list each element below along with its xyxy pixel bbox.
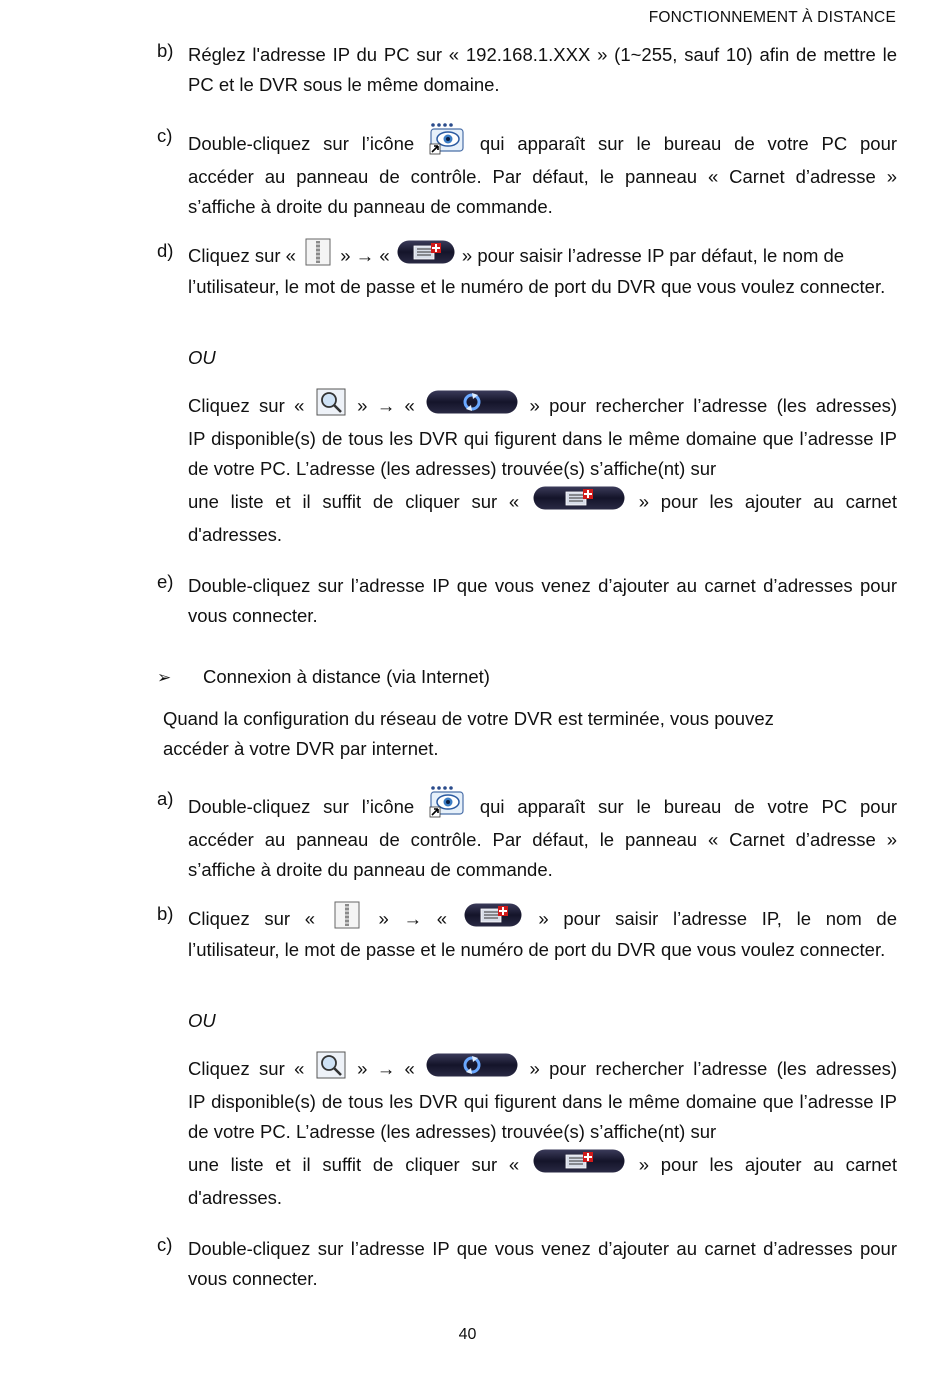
step-text: Cliquez sur «	[188, 908, 316, 929]
step-text: accéder au panneau de contrôle. Par défaut, le panneau « Carnet d’adresse » s’affiche à droite du panneau de commande.	[188, 829, 897, 880]
step-text: Cliquez sur «	[188, 245, 296, 266]
step-label: c)	[157, 125, 173, 146]
or-label: OU	[188, 347, 216, 368]
dvr-eye-app-icon[interactable]	[429, 785, 465, 819]
page-header: FONCTIONNEMENT À DISTANCE	[648, 9, 896, 26]
step-label: e)	[157, 571, 174, 592]
arrowhead-bullet-icon: ➢	[157, 668, 172, 687]
step-text: IP disponible(s) de tous les DVR qui figurent dans le même domaine que l’adresse IP de votre PC. L’adresse (les adresses) trouvée(s) s’affiche(nt) sur	[188, 1091, 897, 1142]
step-label: c)	[157, 1234, 173, 1255]
search-instruction	[188, 388, 897, 550]
search-instruction	[188, 1051, 897, 1213]
page-number: 40	[458, 1326, 477, 1343]
add-address-icon[interactable]	[533, 1149, 625, 1173]
step-text: une liste et il suffit de cliquer sur «	[188, 1154, 520, 1175]
step-text: Double-cliquez sur l’icône	[188, 796, 415, 817]
step-text: » pour rechercher l’adresse (les adresses)	[529, 1058, 898, 1079]
add-address-icon[interactable]	[533, 486, 625, 510]
step-text: d'adresses.	[188, 524, 283, 545]
step-text: qui apparaît sur le bureau de votre PC pour	[479, 796, 898, 817]
or-label: OU	[188, 1010, 216, 1031]
section-heading-text: Connexion à distance (via Internet)	[203, 666, 490, 687]
step-text: Cliquez sur «	[188, 395, 305, 416]
refresh-search-icon[interactable]	[426, 390, 518, 414]
step-e-connect	[157, 571, 897, 631]
step-a-open-panel	[157, 785, 897, 885]
step-text: » pour les ajouter au carnet	[638, 1154, 897, 1175]
step-text: Double-cliquez sur l’adresse IP que vous venez d’ajouter au carnet d’adresses pour vous connecter.	[188, 1238, 897, 1289]
step-label: b)	[157, 40, 174, 61]
step-text: » → «	[340, 245, 390, 266]
step-text: IP disponible(s) de tous les DVR qui figurent dans le même domaine que l’adresse IP de votre PC. L’adresse (les adresses) trouvée(s) s’affiche(nt) sur	[188, 428, 897, 479]
step-text: Double-cliquez sur l’adresse IP que vous venez d’ajouter au carnet d’adresses pour vous connecter.	[188, 575, 897, 626]
add-address-icon[interactable]	[464, 903, 522, 927]
magnifier-search-icon[interactable]	[316, 1051, 346, 1079]
step-text: qui apparaît sur le bureau de votre PC pour	[479, 133, 898, 154]
step-text: l’utilisateur, le mot de passe et le numéro de port du DVR que vous voulez connecter.	[188, 276, 886, 297]
step-c-connect	[157, 1234, 897, 1294]
step-d-add-ip	[157, 238, 897, 302]
step-b-add-ip	[157, 901, 897, 965]
section-heading	[157, 665, 490, 690]
dvr-eye-app-icon[interactable]	[429, 122, 465, 156]
step-text: Double-cliquez sur l’icône	[188, 133, 415, 154]
step-text: » → «	[357, 1058, 415, 1079]
step-text: » → «	[378, 908, 447, 929]
magnifier-search-icon[interactable]	[316, 388, 346, 416]
step-text: » → «	[357, 395, 415, 416]
step-text: accéder au panneau de contrôle. Par défaut, le panneau « Carnet d’adresse » s’affiche à droite du panneau de commande.	[188, 166, 897, 217]
step-text: » pour saisir l’adresse IP, le nom de	[538, 908, 898, 929]
address-book-icon[interactable]	[332, 901, 362, 929]
step-text: » pour les ajouter au carnet	[638, 491, 897, 512]
step-text: » pour saisir l’adresse IP par défaut, le nom de	[461, 245, 845, 266]
step-text: Réglez l'adresse IP du PC sur « 192.168.1.XXX » (1~255, sauf 10) afin de mettre le PC et le DVR sous le même domaine.	[188, 44, 897, 95]
refresh-search-icon[interactable]	[426, 1053, 518, 1077]
step-text: Cliquez sur «	[188, 1058, 305, 1079]
step-c-open-panel	[157, 122, 897, 222]
step-text: » pour rechercher l’adresse (les adresses)	[529, 395, 898, 416]
step-b-network	[157, 40, 897, 100]
step-label: a)	[157, 788, 174, 809]
address-book-icon[interactable]	[303, 238, 333, 266]
step-label: d)	[157, 240, 174, 261]
step-text: l’utilisateur, le mot de passe et le numéro de port du DVR que vous voulez connecter.	[188, 939, 886, 960]
step-text: une liste et il suffit de cliquer sur «	[188, 491, 520, 512]
section-intro: Quand la configuration du réseau de votre DVR est terminée, vous pouvez accéder à votre DVR par internet.	[163, 708, 774, 759]
add-address-icon[interactable]	[397, 240, 455, 264]
step-text: d'adresses.	[188, 1187, 283, 1208]
step-label: b)	[157, 903, 174, 924]
